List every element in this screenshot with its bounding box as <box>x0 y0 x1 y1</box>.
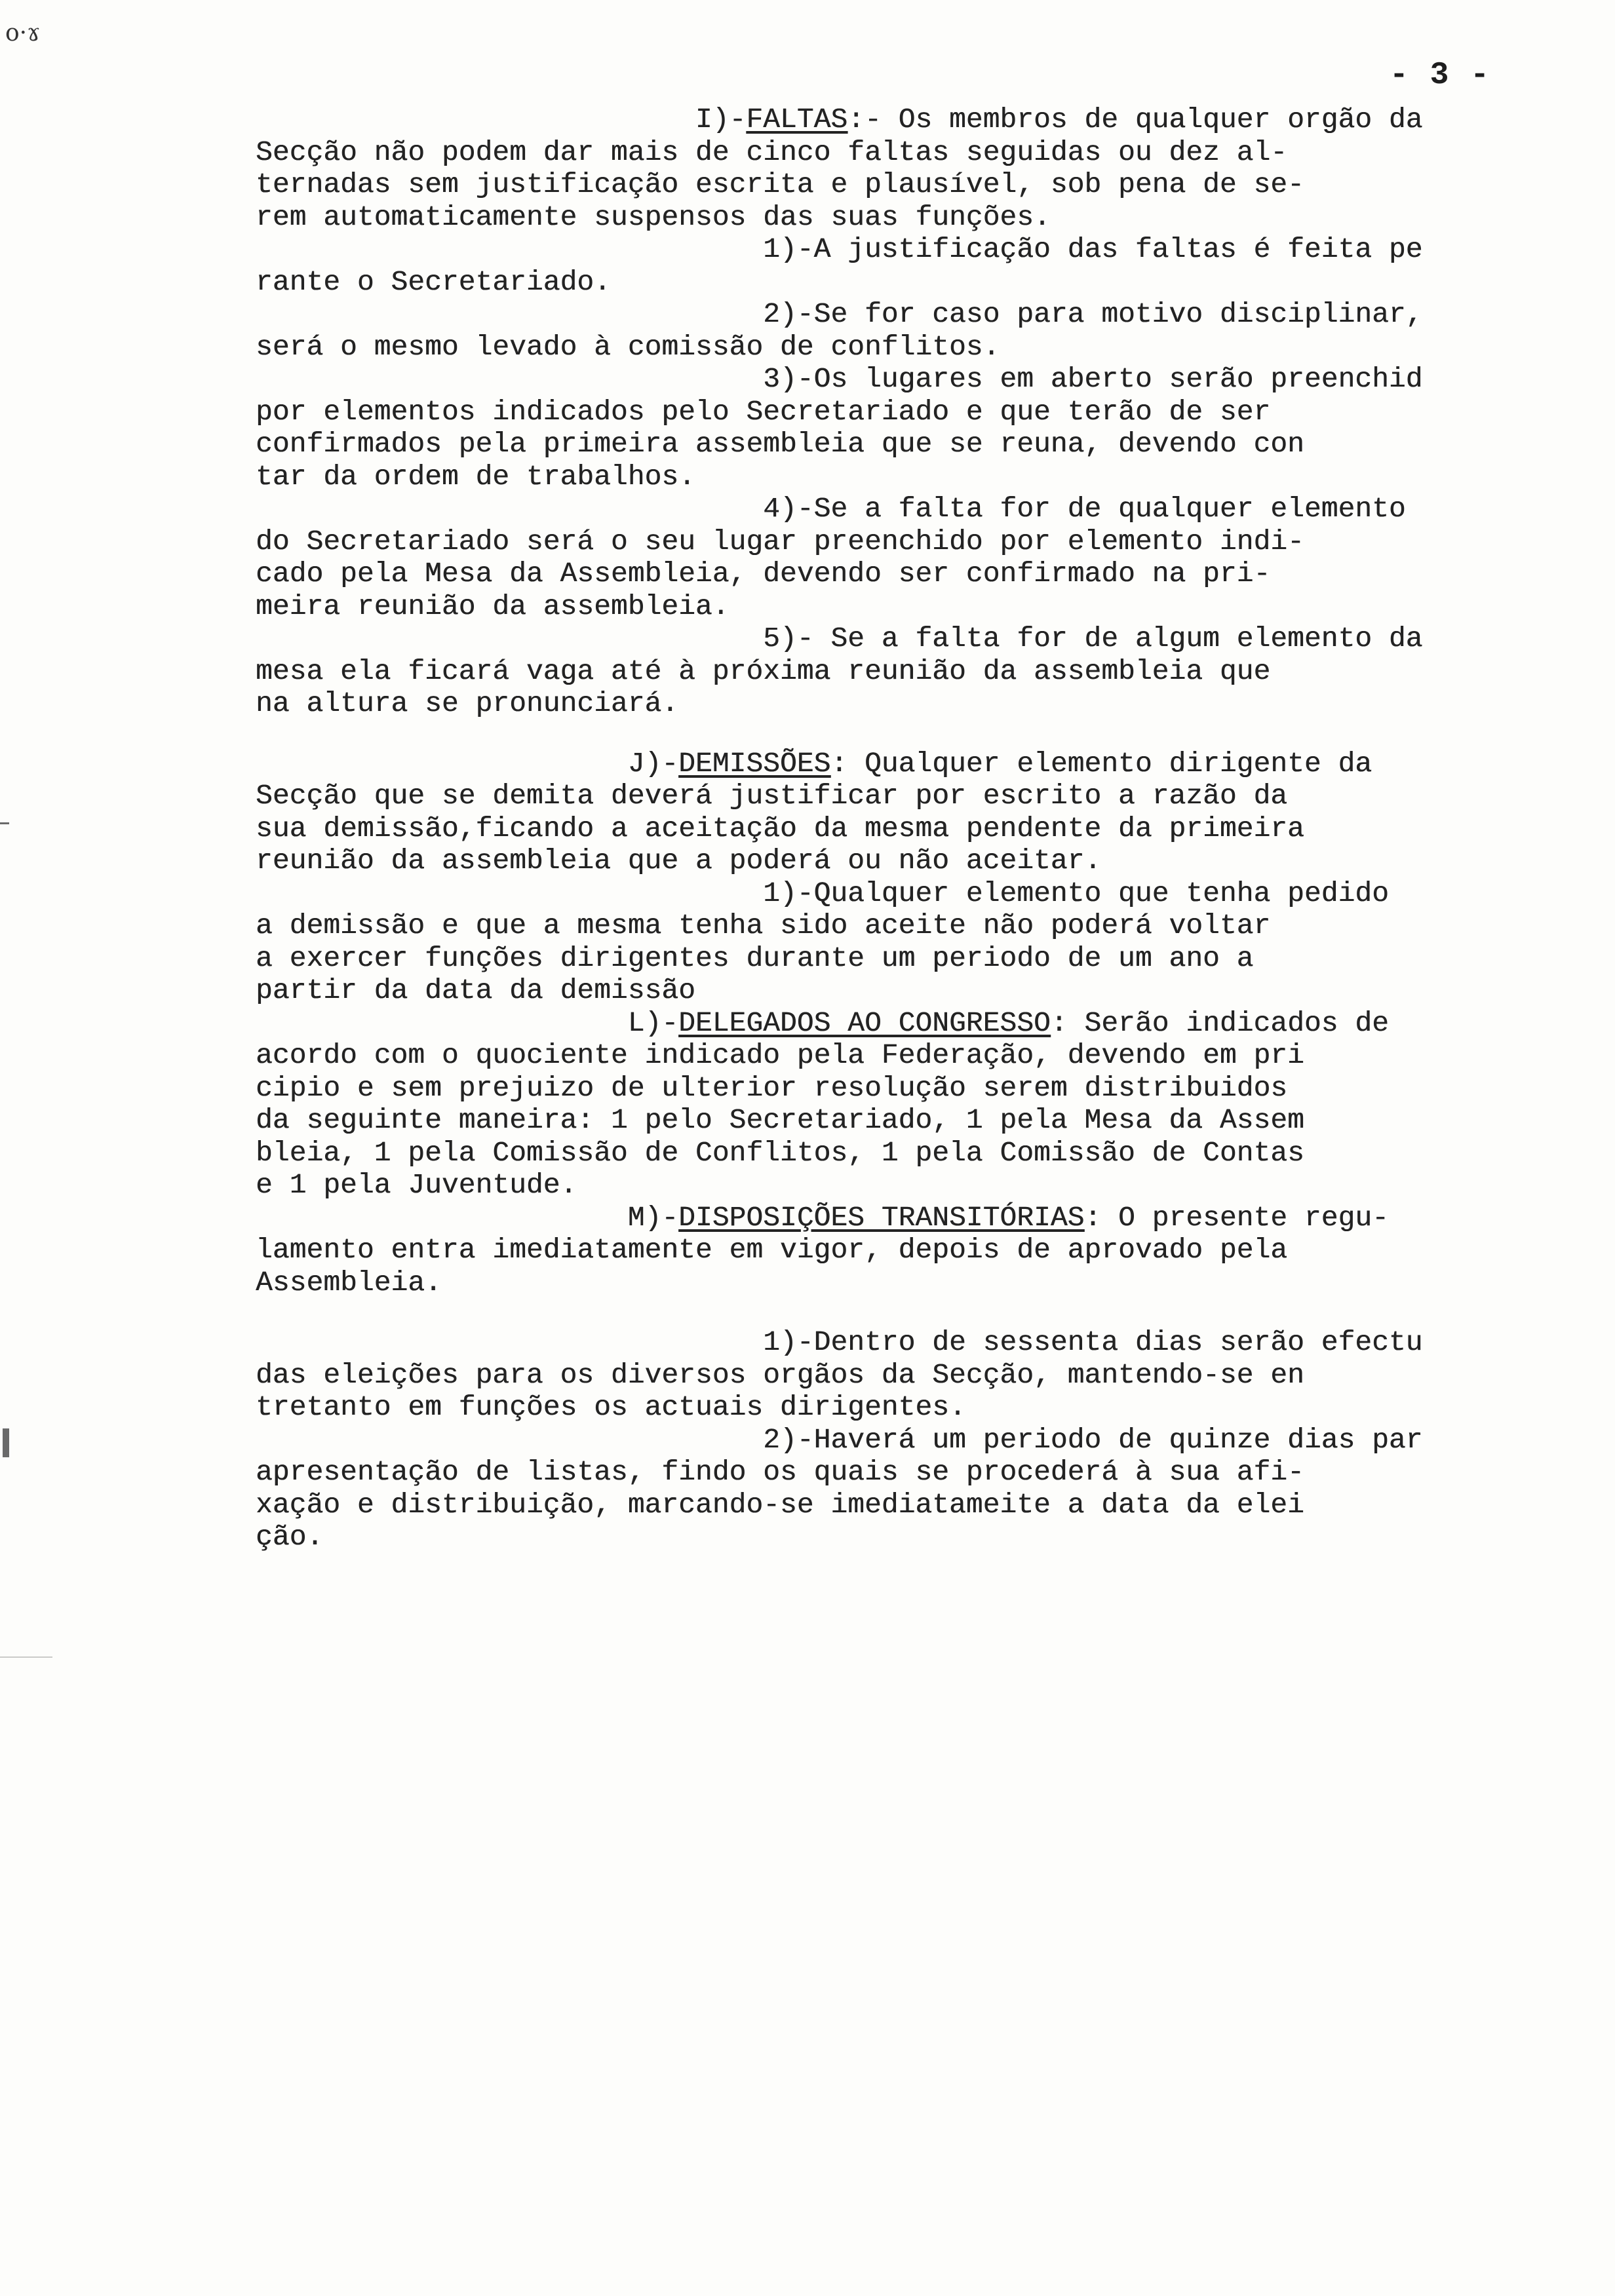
text-line <box>256 526 1501 558</box>
text-line <box>256 622 1501 655</box>
text-line <box>256 655 1501 688</box>
corner-handwritten-mark: o·ɤ <box>5 20 41 47</box>
line-text: 5)- Se a falta for de algum elemento da <box>763 622 1423 655</box>
line-text: lamento entra imediatamente em vigor, depois de aprovado pela <box>256 1234 1288 1266</box>
text-line <box>256 780 1501 813</box>
text-line <box>256 1326 1501 1359</box>
line-text: Secção que se demita deverá justificar por escrito a razão da <box>256 780 1288 812</box>
text-line <box>256 845 1501 877</box>
line-text: por elementos indicados pelo Secretariado e que terão de ser <box>256 395 1271 428</box>
line-text: das eleições para os diversos orgãos da Secção, mantendo-se en <box>256 1358 1304 1391</box>
text-line <box>256 461 1501 493</box>
line-text: e 1 pela Juventude. <box>256 1169 577 1201</box>
page-number: - 3 - <box>1390 58 1491 93</box>
text-line <box>256 1391 1501 1424</box>
line-text: sua demissão,ficando a aceitação da mesma pendente da primeira <box>256 812 1304 845</box>
text-line <box>256 1234 1501 1267</box>
line-text: na altura se pronunciará. <box>256 687 679 719</box>
line-text: Assembleia. <box>256 1266 442 1299</box>
text-line <box>256 942 1501 975</box>
section-heading-line <box>256 104 1501 136</box>
text-line <box>256 331 1501 364</box>
text-line <box>256 813 1501 845</box>
section-letter: J)- <box>627 747 679 780</box>
section-letter: I)- <box>695 104 747 136</box>
line-text: a demissão e que a mesma tenha sido aceite não poderá voltar <box>256 909 1271 942</box>
line-text: será o mesmo levado à comissão de conflitos. <box>256 330 1000 363</box>
line-text: do Secretariado será o seu lugar preenchido por elemento indi- <box>256 525 1304 558</box>
line-text: 1)-Qualquer elemento que tenha pedido <box>763 877 1389 909</box>
text-line <box>256 909 1501 942</box>
scan-edge-mark <box>3 1428 9 1457</box>
line-text: : Serão indicados de <box>1050 1006 1389 1039</box>
section-heading: DEMISSÕES <box>678 747 831 780</box>
text-line <box>256 1137 1501 1170</box>
text-line <box>256 1521 1501 1554</box>
line-text: reunião da assembleia que a poderá ou não aceitar. <box>256 845 1102 877</box>
line-text: : O presente regu- <box>1084 1201 1389 1234</box>
section-heading: FALTAS <box>746 104 848 136</box>
text-line <box>256 1267 1501 1299</box>
text-line <box>256 1489 1501 1521</box>
line-text: :- Os membros de qualquer orgão da <box>847 104 1423 136</box>
line-text: rante o Secretariado. <box>256 265 611 298</box>
section-heading-line <box>256 1007 1501 1040</box>
line-text: mesa ela ficará vaga até à próxima reunião da assembleia que <box>256 655 1271 687</box>
line-text: 1)-A justificação das faltas é feita pe <box>763 233 1423 265</box>
text-line <box>256 558 1501 590</box>
text-line <box>256 428 1501 461</box>
text-line <box>256 1359 1501 1392</box>
line-text: confirmados pela primeira assembleia que se reuna, devendo con <box>256 428 1304 460</box>
line-text: partir da data da demissão <box>256 974 695 1006</box>
line-text: tretanto em funções os actuais dirigentes. <box>256 1391 966 1423</box>
text-line <box>256 493 1501 526</box>
line-text: 4)-Se a falta for de qualquer elemento <box>763 493 1406 525</box>
line-text: bleia, 1 pela Comissão de Conflitos, 1 pela Comissão de Contas <box>256 1136 1304 1169</box>
text-line <box>256 590 1501 623</box>
text-line <box>256 974 1501 1007</box>
line-text: ternadas sem justificação escrita e plausível, sob pena de se- <box>256 168 1304 201</box>
text-line <box>256 1424 1501 1457</box>
line-text: ção. <box>256 1521 324 1553</box>
section-letter: L)- <box>627 1006 679 1039</box>
line-text: 2)-Haverá um periodo de quinze dias par <box>763 1423 1423 1456</box>
section-heading: DELEGADOS AO CONGRESSO <box>678 1006 1051 1039</box>
text-line <box>256 298 1501 331</box>
text-line <box>256 1456 1501 1489</box>
line-text: : Qualquer elemento dirigente da <box>830 747 1372 780</box>
text-line <box>256 233 1501 266</box>
line-text: da seguinte maneira: 1 pelo Secretariado, 1 pela Mesa da Assem <box>256 1104 1304 1136</box>
section-heading: DISPOSIÇÕES TRANSITÓRIAS <box>678 1201 1085 1234</box>
text-line <box>256 168 1501 201</box>
line-text: a exercer funções dirigentes durante um periodo de um ano a <box>256 942 1254 974</box>
text-line <box>256 363 1501 396</box>
line-text: apresentação de listas, findo os quais se procederá à sua afi- <box>256 1456 1304 1488</box>
document-body <box>256 104 1501 1554</box>
line-text: xação e distribuição, marcando-se imediatameite a data da elei <box>256 1488 1304 1521</box>
line-text: rem automaticamente suspensos das suas funções. <box>256 201 1051 233</box>
line-text: meira reunião da assembleia. <box>256 590 730 622</box>
line-text: Secção não podem dar mais de cinco faltas seguidas ou dez al- <box>256 136 1288 168</box>
text-line <box>256 136 1501 169</box>
text-line <box>256 1104 1501 1137</box>
text-line <box>256 1169 1501 1202</box>
line-text: acordo com o quociente indicado pela Federação, devendo em pri <box>256 1039 1304 1071</box>
text-line <box>256 1072 1501 1105</box>
section-heading-line <box>256 748 1501 780</box>
line-text: cado pela Mesa da Assembleia, devendo ser confirmado na pri- <box>256 558 1271 590</box>
section-letter: M)- <box>627 1201 679 1234</box>
scan-edge-mark <box>0 822 9 824</box>
line-text: cipio e sem prejuizo de ulterior resolução serem distribuidos <box>256 1071 1288 1104</box>
text-line <box>256 266 1501 299</box>
paragraph-gap <box>256 720 1501 748</box>
line-text: 3)-Os lugares em aberto serão preenchid <box>763 363 1423 395</box>
text-line <box>256 877 1501 910</box>
text-line <box>256 201 1501 234</box>
section-heading-line <box>256 1202 1501 1234</box>
scan-edge-mark <box>0 1656 52 1658</box>
line-text: tar da ordem de trabalhos. <box>256 460 695 493</box>
text-line <box>256 396 1501 429</box>
line-text: 1)-Dentro de sessenta dias serão efectu <box>763 1326 1423 1358</box>
paragraph-gap <box>256 1299 1501 1326</box>
text-line <box>256 687 1501 720</box>
text-line <box>256 1039 1501 1072</box>
line-text: 2)-Se for caso para motivo disciplinar, <box>763 298 1423 330</box>
